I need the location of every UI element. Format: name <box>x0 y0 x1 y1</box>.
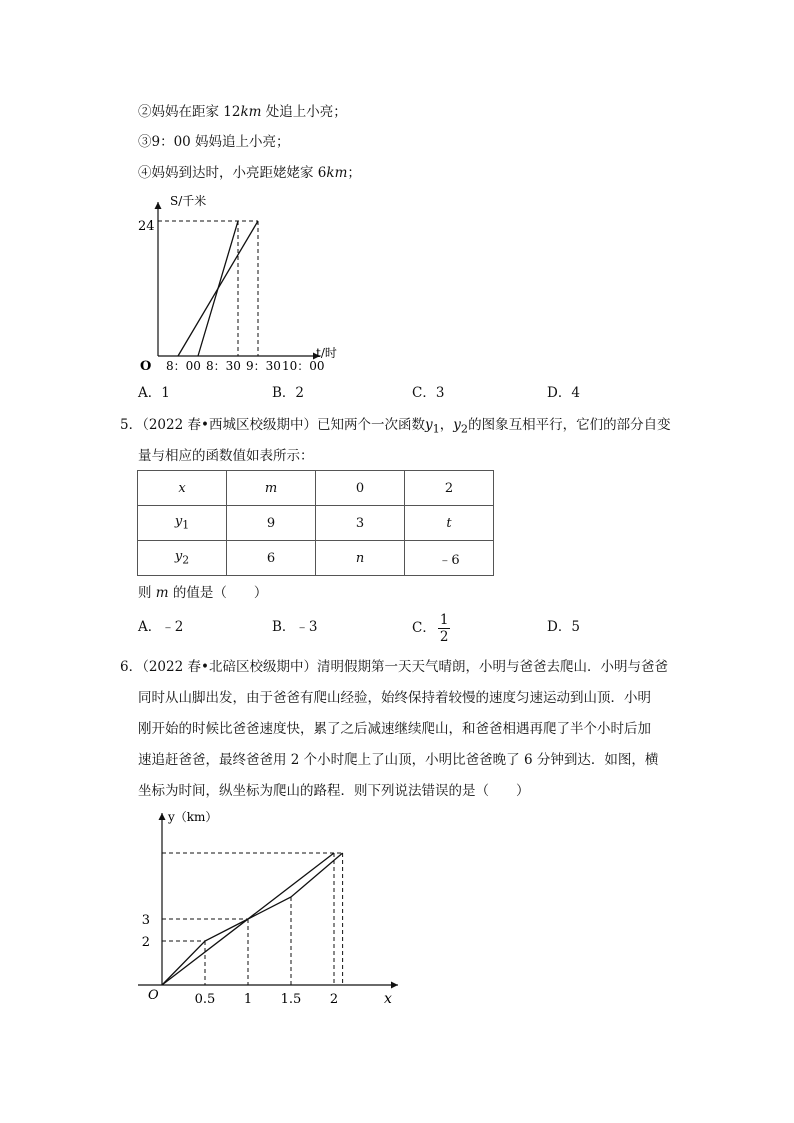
q6-line-4: 速追赶爸爸，最终爸爸用 2 个小时爬上了山顶，小明比爸爸晚了 6 分钟到达．如图，横 <box>138 752 659 768</box>
y-tick-label: 2 <box>141 935 150 950</box>
table-cell: 2 <box>405 471 494 506</box>
table-cell: $y_2$ <box>138 541 227 576</box>
q6-stem <box>120 652 680 807</box>
table-cell: m <box>227 471 316 506</box>
q5-option-d[interactable]: D．5 <box>547 619 580 635</box>
y-axis-label: S/千米 <box>170 194 207 208</box>
value-table <box>137 470 494 576</box>
q5-stem <box>120 410 680 472</box>
x-tick-label-830: 8：30 <box>206 359 241 370</box>
q5-option-b[interactable]: B．﹣3 <box>272 619 318 635</box>
q6-line-5: 坐标为时间，纵坐标为爬山的路程．则下列说法错误的是（ ） <box>138 783 530 799</box>
x-axis-label: t/时 <box>316 346 337 360</box>
table-cell: 3 <box>316 506 405 541</box>
table-cell: n <box>316 541 405 576</box>
x-tick-label: 1 <box>243 992 253 1007</box>
table-row <box>138 506 494 541</box>
fraction-one-half: $\frac{1}{2}$ <box>439 612 449 645</box>
origin-label: O <box>140 359 152 370</box>
x-tick-label: 0.5 <box>194 992 216 1007</box>
q4-option-c[interactable]: C．3 <box>412 385 445 401</box>
q5-option-a[interactable]: A．﹣2 <box>138 619 184 635</box>
x-tick-label: 1.5 <box>280 992 302 1007</box>
x-axis-label: x <box>384 991 392 1007</box>
statement-2: ②妈妈在距家 12km 处追上小亮； <box>138 104 347 120</box>
table-cell: 0 <box>316 471 405 506</box>
q5-option-c[interactable]: C． $\frac{1}{2}$ <box>412 612 449 645</box>
q4-option-d[interactable]: D．4 <box>547 385 580 401</box>
series-line-小明 <box>162 853 343 985</box>
table-row <box>138 471 494 506</box>
q6-line-1: 6．（2022 春•北碚区校级期中）清明假期第一天天气晴朗，小明与爸爸去爬山．小明与爸爸 <box>120 659 668 675</box>
y-tick-label-24: 24 <box>138 219 155 234</box>
q4-option-a[interactable]: A．1 <box>138 385 170 401</box>
table-cell: 9 <box>227 506 316 541</box>
x-tick-label: 2 <box>329 992 339 1007</box>
x-tick-label-930: 9：30 <box>246 359 281 370</box>
distance-time-chart <box>130 190 360 370</box>
x-tick-label-1000: 10：00 <box>282 359 325 370</box>
table-cell: ﹣6 <box>405 541 494 576</box>
q6-line-3: 刚开始的时候比爸爸速度快，累了之后减速继续爬山，和爸爸相遇再爬了半个小时后加 <box>138 721 651 737</box>
y-axis-label: y（km） <box>168 810 218 824</box>
series-line-妈妈 <box>198 221 238 356</box>
statement-3: ③9：00 妈妈追上小亮； <box>138 134 290 150</box>
q5-line-2: 量与相应的函数值如表所示： <box>138 448 314 464</box>
table-row <box>138 541 494 576</box>
q6-line-2: 同时从山脚出发，由于爸爸有爬山经验，始终保持着较慢的速度匀速运动到山顶．小明 <box>138 690 651 706</box>
q5-line-1: 5．（2022 春•西城区校级期中）已知两个一次函数$y_1$，$y_2$的图象互相平行，它们的部分自变 <box>120 417 671 436</box>
q5-ask: 则 m 的值是（ ） <box>138 585 268 601</box>
y-tick-label: 3 <box>141 913 150 928</box>
table-cell: x <box>138 471 227 506</box>
climbing-distance-chart <box>130 805 410 1015</box>
statement-4: ④妈妈到达时，小亮距姥姥家 6km； <box>138 165 361 181</box>
q4-option-b[interactable]: B．2 <box>272 385 305 401</box>
table-cell: 6 <box>227 541 316 576</box>
table-cell: t <box>405 506 494 541</box>
table-cell: $y_1$ <box>138 506 227 541</box>
x-tick-label-800: 8：00 <box>166 359 201 370</box>
origin-label: O <box>148 988 159 1003</box>
